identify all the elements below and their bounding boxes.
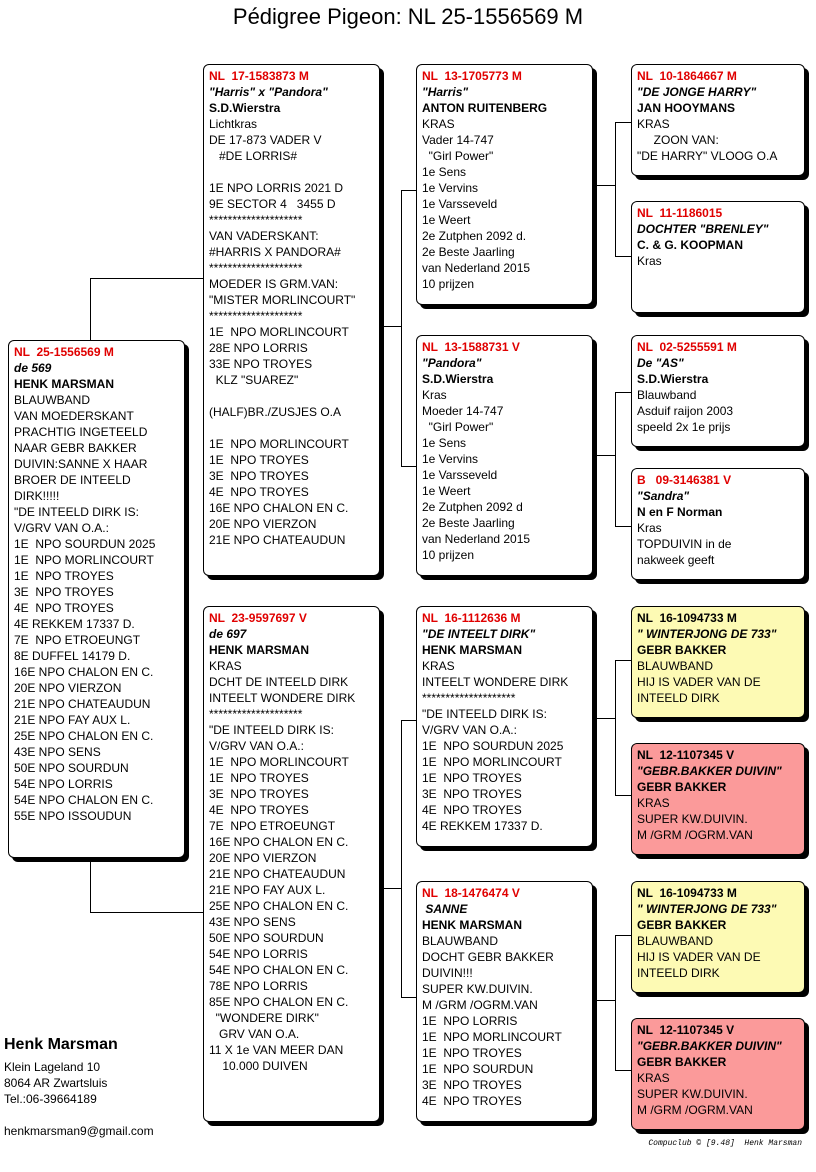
note-line: 1E NPO LORRIS 2021 D	[209, 181, 344, 195]
note-line: TOPDUIVIN in de	[637, 537, 732, 551]
note-line: 1E NPO TROYES	[14, 569, 114, 583]
owner-name: GEBR BAKKER	[637, 643, 727, 657]
note-line: ********************	[209, 261, 303, 275]
note-line: 1E NPO TROYES	[422, 1046, 522, 1060]
note-line: KLZ "SUAREZ"	[209, 373, 299, 387]
connector-line	[90, 912, 204, 913]
note-line: 8E DUFFEL 14179 D.	[14, 649, 131, 663]
connector-line	[615, 122, 632, 123]
note-line: 2e Beste Jaarling	[422, 516, 515, 530]
breeder-contact	[4, 1035, 118, 1107]
connector-line	[90, 278, 91, 340]
note-line: 4E REKKEM 17337 D.	[14, 617, 135, 631]
ring-number: NL 12-1107345 V	[637, 748, 735, 762]
note-line: 20E NPO VIERZON	[209, 517, 317, 531]
note-line: 2e Zutphen 2092 d	[422, 500, 523, 514]
note-line: 3E NPO TROYES	[209, 787, 309, 801]
connector-line	[615, 392, 616, 527]
ff-sire-card	[631, 64, 805, 176]
fm-sire-card	[631, 335, 805, 447]
note-line: Kras	[637, 521, 662, 535]
note-line: 3E NPO TROYES	[422, 1078, 522, 1092]
father-dam-card	[416, 335, 593, 576]
connector-line	[615, 935, 616, 1071]
note-line: 50E NPO SOURDUN	[209, 931, 324, 945]
pigeon-name: de 697	[209, 627, 247, 641]
card-notes	[637, 1070, 799, 1118]
card-notes	[637, 520, 799, 568]
note-line: DE 17-873 VADER V	[209, 133, 322, 147]
note-line: 2e Beste Jaarling	[422, 245, 515, 259]
note-line: HIJ IS VADER VAN DE	[637, 675, 761, 689]
breeder-city: 8064 AR Zwartsluis	[4, 1076, 108, 1090]
connector-line	[615, 256, 632, 257]
ring-number: NL 11-1186015	[637, 206, 723, 220]
note-line: 25E NPO CHALON EN C.	[209, 899, 349, 913]
pigeon-name: "DE JONGE HARRY"	[637, 85, 757, 99]
owner-name: S.D.Wierstra	[422, 372, 494, 386]
mf-dam-card	[631, 743, 805, 855]
note-line: 1E NPO SOURDUN 2025	[14, 537, 156, 551]
owner-name: GEBR BAKKER	[637, 918, 727, 932]
note-line: 1E NPO MORLINCOURT	[14, 553, 154, 567]
note-line: 54E NPO CHALON EN C.	[14, 793, 154, 807]
note-line	[209, 420, 374, 436]
owner-name: HENK MARSMAN	[209, 643, 309, 657]
note-line: 54E NPO LORRIS	[209, 947, 308, 961]
note-line: BLAUWBAND	[637, 934, 714, 948]
note-line: BLAUWBAND	[637, 659, 714, 673]
ring-number: B 09-3146381 V	[637, 473, 732, 487]
note-line: 16E NPO CHALON EN C.	[209, 835, 349, 849]
note-line: 3E NPO TROYES	[422, 787, 522, 801]
note-line: "DE INTEELD DIRK IS:	[422, 707, 547, 721]
note-line: 16E NPO CHALON EN C.	[14, 665, 154, 679]
note-line: VAN MOEDERSKANT	[14, 409, 134, 423]
connector-line	[594, 1000, 616, 1001]
card-notes	[422, 933, 587, 1109]
mm-sire-card	[631, 881, 805, 993]
note-line: 28E NPO LORRIS	[209, 341, 308, 355]
note-line: 10 prijzen	[422, 548, 475, 562]
note-line: VAN VADERSKANT:	[209, 229, 319, 243]
note-line: #HARRIS X PANDORA#	[209, 245, 341, 259]
ring-number: NL 02-5255591 M	[637, 340, 737, 354]
note-line: "Girl Power"	[422, 420, 494, 434]
connector-line	[401, 190, 417, 191]
note-line: 16E NPO CHALON EN C.	[209, 501, 349, 515]
card-notes	[422, 116, 587, 292]
note-line: M /GRM /OGRM.VAN	[422, 998, 538, 1012]
pigeon-name: "Sandra"	[637, 489, 690, 503]
note-line: DUIVIN!!!	[422, 966, 473, 980]
note-line: V/GRV VAN O.A.:	[14, 521, 109, 535]
note-line: BROER DE INTEELD	[14, 473, 131, 487]
note-line: 1E NPO MORLINCOURT	[422, 1030, 562, 1044]
note-line: 4E NPO TROYES	[209, 485, 309, 499]
owner-name: S.D.Wierstra	[209, 101, 281, 115]
note-line: M /GRM /OGRM.VAN	[637, 828, 753, 842]
note-line: KRAS	[422, 659, 455, 673]
note-line: 50E NPO SOURDUN	[14, 761, 129, 775]
owner-name: N en F Norman	[637, 505, 723, 519]
mm-dam-card	[631, 1018, 805, 1130]
card-notes	[14, 392, 179, 824]
pigeon-name: De "AS"	[637, 356, 684, 370]
note-line: INTEELD DIRK	[637, 691, 720, 705]
note-line: van Nederland 2015	[422, 532, 531, 546]
note-line: 1e Sens	[422, 436, 467, 450]
connector-line	[594, 718, 616, 719]
note-line: SUPER KW.DUIVIN.	[637, 1087, 748, 1101]
note-line: 21E NPO CHATEAUDUN	[14, 697, 151, 711]
note-line: 4E NPO TROYES	[209, 803, 309, 817]
note-line: Kras	[422, 388, 447, 402]
connector-line	[615, 795, 632, 796]
note-line: 11 X 1e VAN MEER DAN	[209, 1043, 344, 1057]
note-line: ********************	[209, 707, 303, 721]
note-line: 1e Sens	[422, 165, 467, 179]
note-line: nakweek geeft	[637, 553, 715, 567]
note-line: 1E NPO SOURDUN 2025	[422, 739, 564, 753]
ff-dam-card	[631, 201, 805, 313]
note-line: ********************	[209, 309, 303, 323]
connector-line	[594, 455, 616, 456]
connector-line	[401, 466, 417, 467]
card-notes	[637, 933, 799, 981]
note-line: 78E NPO LORRIS	[209, 979, 308, 993]
note-line: 1E NPO LORRIS	[422, 1014, 518, 1028]
pigeon-name: "Pandora"	[422, 356, 482, 370]
note-line: 55E NPO ISSOUDUN	[14, 809, 132, 823]
note-line: 1e Varsseveld	[422, 197, 498, 211]
note-line: PRACHTIG INGETEELD	[14, 425, 148, 439]
pigeon-name: "GEBR.BAKKER DUIVIN"	[637, 1039, 782, 1053]
mother-pigeon-card	[203, 606, 380, 1122]
note-line: Blauwband	[637, 388, 697, 402]
page-title: Pédigree Pigeon: NL 25-1556569 M	[232, 4, 584, 29]
note-line: "DE HARRY" VLOOG O.A	[637, 149, 778, 163]
pigeon-name: "Harris" x "Pandora"	[209, 85, 328, 99]
note-line: #DE LORRIS#	[209, 149, 298, 163]
ring-number: NL 17-1583873 M	[209, 69, 309, 83]
note-line: 43E NPO SENS	[209, 915, 296, 929]
fm-dam-card	[631, 468, 805, 580]
note-line: 10.000 DUIVEN	[209, 1059, 308, 1073]
note-line: 4E NPO TROYES	[14, 601, 114, 615]
breeder-name: Henk Marsman	[4, 1036, 118, 1053]
note-line: 4E NPO TROYES	[422, 803, 522, 817]
note-line: 10 prijzen	[422, 277, 475, 291]
connector-line	[615, 660, 632, 661]
note-line	[209, 388, 374, 404]
ring-number: NL 12-1107345 V	[637, 1023, 735, 1037]
card-notes	[209, 116, 374, 548]
connector-line	[615, 122, 616, 257]
card-notes	[422, 387, 587, 563]
note-line: 1e Weert	[422, 484, 471, 498]
breeder-phone: Tel.:06-39664189	[4, 1092, 97, 1106]
note-line: 4E NPO TROYES	[422, 1094, 522, 1108]
note-line: "Girl Power"	[422, 149, 494, 163]
note-line: KRAS	[637, 117, 670, 131]
note-line: BLAUWBAND	[422, 934, 499, 948]
card-notes	[422, 658, 587, 834]
card-notes	[637, 116, 799, 164]
ring-number: NL 16-1094733 M	[637, 886, 737, 900]
note-line: DCHT DE INTEELD DIRK	[209, 675, 349, 689]
pigeon-name: "Harris"	[422, 85, 469, 99]
connector-line	[615, 526, 632, 527]
note-line: 43E NPO SENS	[14, 745, 101, 759]
connector-line	[615, 660, 616, 796]
pigeon-name: "DE INTEELT DIRK"	[422, 627, 536, 641]
note-line: 7E NPO ETROEUNGT	[14, 633, 141, 647]
connector-line	[401, 720, 417, 721]
note-line: Kras	[637, 254, 662, 268]
note-line: M /GRM /OGRM.VAN	[637, 1103, 753, 1117]
mother-sire-card	[416, 606, 593, 847]
pigeon-name: " WINTERJONG DE 733"	[637, 627, 777, 641]
connector-line	[615, 392, 632, 393]
note-line: BLAUWBAND	[14, 393, 91, 407]
note-line: V/GRV VAN O.A.:	[209, 739, 304, 753]
note-line: 20E NPO VIERZON	[209, 851, 317, 865]
note-line: 33E NPO TROYES	[209, 357, 313, 371]
note-line	[209, 164, 374, 180]
note-line: KRAS	[209, 659, 242, 673]
owner-name: GEBR BAKKER	[637, 1055, 727, 1069]
note-line: 1E NPO TROYES	[422, 771, 522, 785]
note-line: DOCHT GEBR BAKKER	[422, 950, 554, 964]
ring-number: NL 25-1556569 M	[14, 345, 114, 359]
note-line: KRAS	[637, 796, 670, 810]
note-line: 1E NPO MORLINCOURT	[422, 755, 562, 769]
connector-line	[401, 997, 417, 998]
note-line: 1E NPO MORLINCOURT	[209, 437, 349, 451]
note-line: 1e Weert	[422, 213, 471, 227]
card-notes	[209, 658, 374, 1074]
breeder-street: Klein Lageland 10	[4, 1060, 101, 1074]
owner-name: GEBR BAKKER	[637, 780, 727, 794]
note-line: DUIVIN:SANNE X HAAR	[14, 457, 148, 471]
note-line: 54E NPO CHALON EN C.	[209, 963, 349, 977]
note-line: speeld 2x 1e prijs	[637, 420, 731, 434]
note-line: 7E NPO ETROEUNGT	[209, 819, 336, 833]
card-notes	[637, 658, 799, 706]
ring-number: NL 16-1094733 M	[637, 611, 737, 625]
note-line: 1E NPO TROYES	[209, 771, 309, 785]
note-line: INTEELT WONDERE DIRK	[422, 675, 569, 689]
owner-name: JAN HOOYMANS	[637, 101, 736, 115]
connector-line	[380, 888, 402, 889]
owner-name: ANTON RUITENBERG	[422, 101, 548, 115]
note-line: 3E NPO TROYES	[14, 585, 114, 599]
note-line: GRV VAN O.A.	[209, 1027, 300, 1041]
note-line: 1e Vervins	[422, 181, 479, 195]
breeder-email[interactable]: henkmarsman9@gmail.com	[4, 1124, 154, 1138]
card-notes	[637, 795, 799, 843]
note-line: 1E NPO SOURDUN	[422, 1062, 534, 1076]
owner-name: HENK MARSMAN	[422, 918, 522, 932]
note-line: 54E NPO LORRIS	[14, 777, 113, 791]
note-line: "DE INTEELD DIRK IS:	[209, 723, 334, 737]
owner-name: S.D.Wierstra	[637, 372, 709, 386]
connector-line	[401, 190, 402, 467]
note-line: 21E NPO CHATEAUDUN	[209, 867, 346, 881]
connector-line	[615, 935, 632, 936]
note-line: 1E NPO MORLINCOURT	[209, 755, 349, 769]
connector-line	[380, 326, 402, 327]
note-line: 20E NPO VIERZON	[14, 681, 122, 695]
connector-line	[594, 185, 616, 186]
connector-line	[90, 858, 91, 912]
owner-name: HENK MARSMAN	[422, 643, 522, 657]
note-line: "WONDERE DIRK"	[209, 1011, 319, 1025]
note-line: 9E SECTOR 4 3455 D	[209, 197, 336, 211]
note-line: Asduif raijon 2003	[637, 404, 734, 418]
note-line: SUPER KW.DUIVIN.	[422, 982, 533, 996]
owner-name: C. & G. KOOPMAN	[637, 238, 744, 252]
note-line: 1E NPO MORLINCOURT	[209, 325, 349, 339]
note-line: 1e Varsseveld	[422, 468, 498, 482]
ring-number: NL 13-1588731 V	[422, 340, 520, 354]
note-line: NAAR GEBR BAKKER	[14, 441, 137, 455]
note-line: KRAS	[637, 1071, 670, 1085]
card-notes	[637, 253, 799, 269]
pigeon-name: de 569	[14, 361, 52, 375]
connector-line	[90, 278, 204, 279]
ring-number: NL 16-1112636 M	[422, 611, 521, 625]
note-line: KRAS	[422, 117, 455, 131]
note-line: 4E REKKEM 17337 D.	[422, 819, 543, 833]
subject-pigeon-card	[8, 340, 185, 858]
note-line: 25E NPO CHALON EN C.	[14, 729, 154, 743]
note-line: 2e Zutphen 2092 d.	[422, 229, 527, 243]
note-line: 21E NPO FAY AUX L.	[14, 713, 131, 727]
note-line: ZOON VAN:	[637, 133, 719, 147]
note-line: Moeder 14-747	[422, 404, 504, 418]
connector-line	[401, 720, 402, 998]
pigeon-name: SANNE	[422, 902, 468, 916]
ring-number: NL 10-1864667 M	[637, 69, 737, 83]
ring-number: NL 18-1476474 V	[422, 886, 520, 900]
pigeon-name: DOCHTER "BRENLEY"	[637, 222, 769, 236]
note-line: 1E NPO TROYES	[209, 453, 309, 467]
note-line: "MISTER MORLINCOURT"	[209, 293, 356, 307]
father-sire-card	[416, 64, 593, 305]
ring-number: NL 13-1705773 M	[422, 69, 522, 83]
note-line: Lichtkras	[209, 117, 258, 131]
note-line: V/GRV VAN O.A.:	[422, 723, 517, 737]
note-line: 85E NPO CHALON EN C.	[209, 995, 349, 1009]
note-line: INTEELT WONDERE DIRK	[209, 691, 356, 705]
owner-name: HENK MARSMAN	[14, 377, 114, 391]
note-line: "DE INTEELD DIRK IS:	[14, 505, 139, 519]
note-line: (HALF)BR./ZUSJES O.A	[209, 405, 342, 419]
father-pigeon-card	[203, 64, 380, 576]
note-line: Vader 14-747	[422, 133, 494, 147]
pigeon-name: "GEBR.BAKKER DUIVIN"	[637, 764, 782, 778]
note-line: 3E NPO TROYES	[209, 469, 309, 483]
note-line: ********************	[209, 213, 303, 227]
software-credit: Compuclub © [9.48] Henk Marsman	[648, 1139, 802, 1148]
mother-dam-card	[416, 881, 593, 1122]
note-line: DIRK!!!!!	[14, 489, 60, 503]
card-notes	[637, 387, 799, 435]
pigeon-name: " WINTERJONG DE 733"	[637, 902, 777, 916]
note-line: HIJ IS VADER VAN DE	[637, 950, 761, 964]
ring-number: NL 23-9597697 V	[209, 611, 307, 625]
note-line: 1e Vervins	[422, 452, 479, 466]
mf-sire-card	[631, 606, 805, 718]
note-line: INTEELD DIRK	[637, 966, 720, 980]
note-line: van Nederland 2015	[422, 261, 531, 275]
connector-line	[615, 1070, 632, 1071]
note-line: MOEDER IS GRM.VAN:	[209, 277, 339, 291]
note-line: ********************	[422, 691, 516, 705]
note-line: 21E NPO FAY AUX L.	[209, 883, 326, 897]
note-line: 21E NPO CHATEAUDUN	[209, 533, 346, 547]
note-line: SUPER KW.DUIVIN.	[637, 812, 748, 826]
